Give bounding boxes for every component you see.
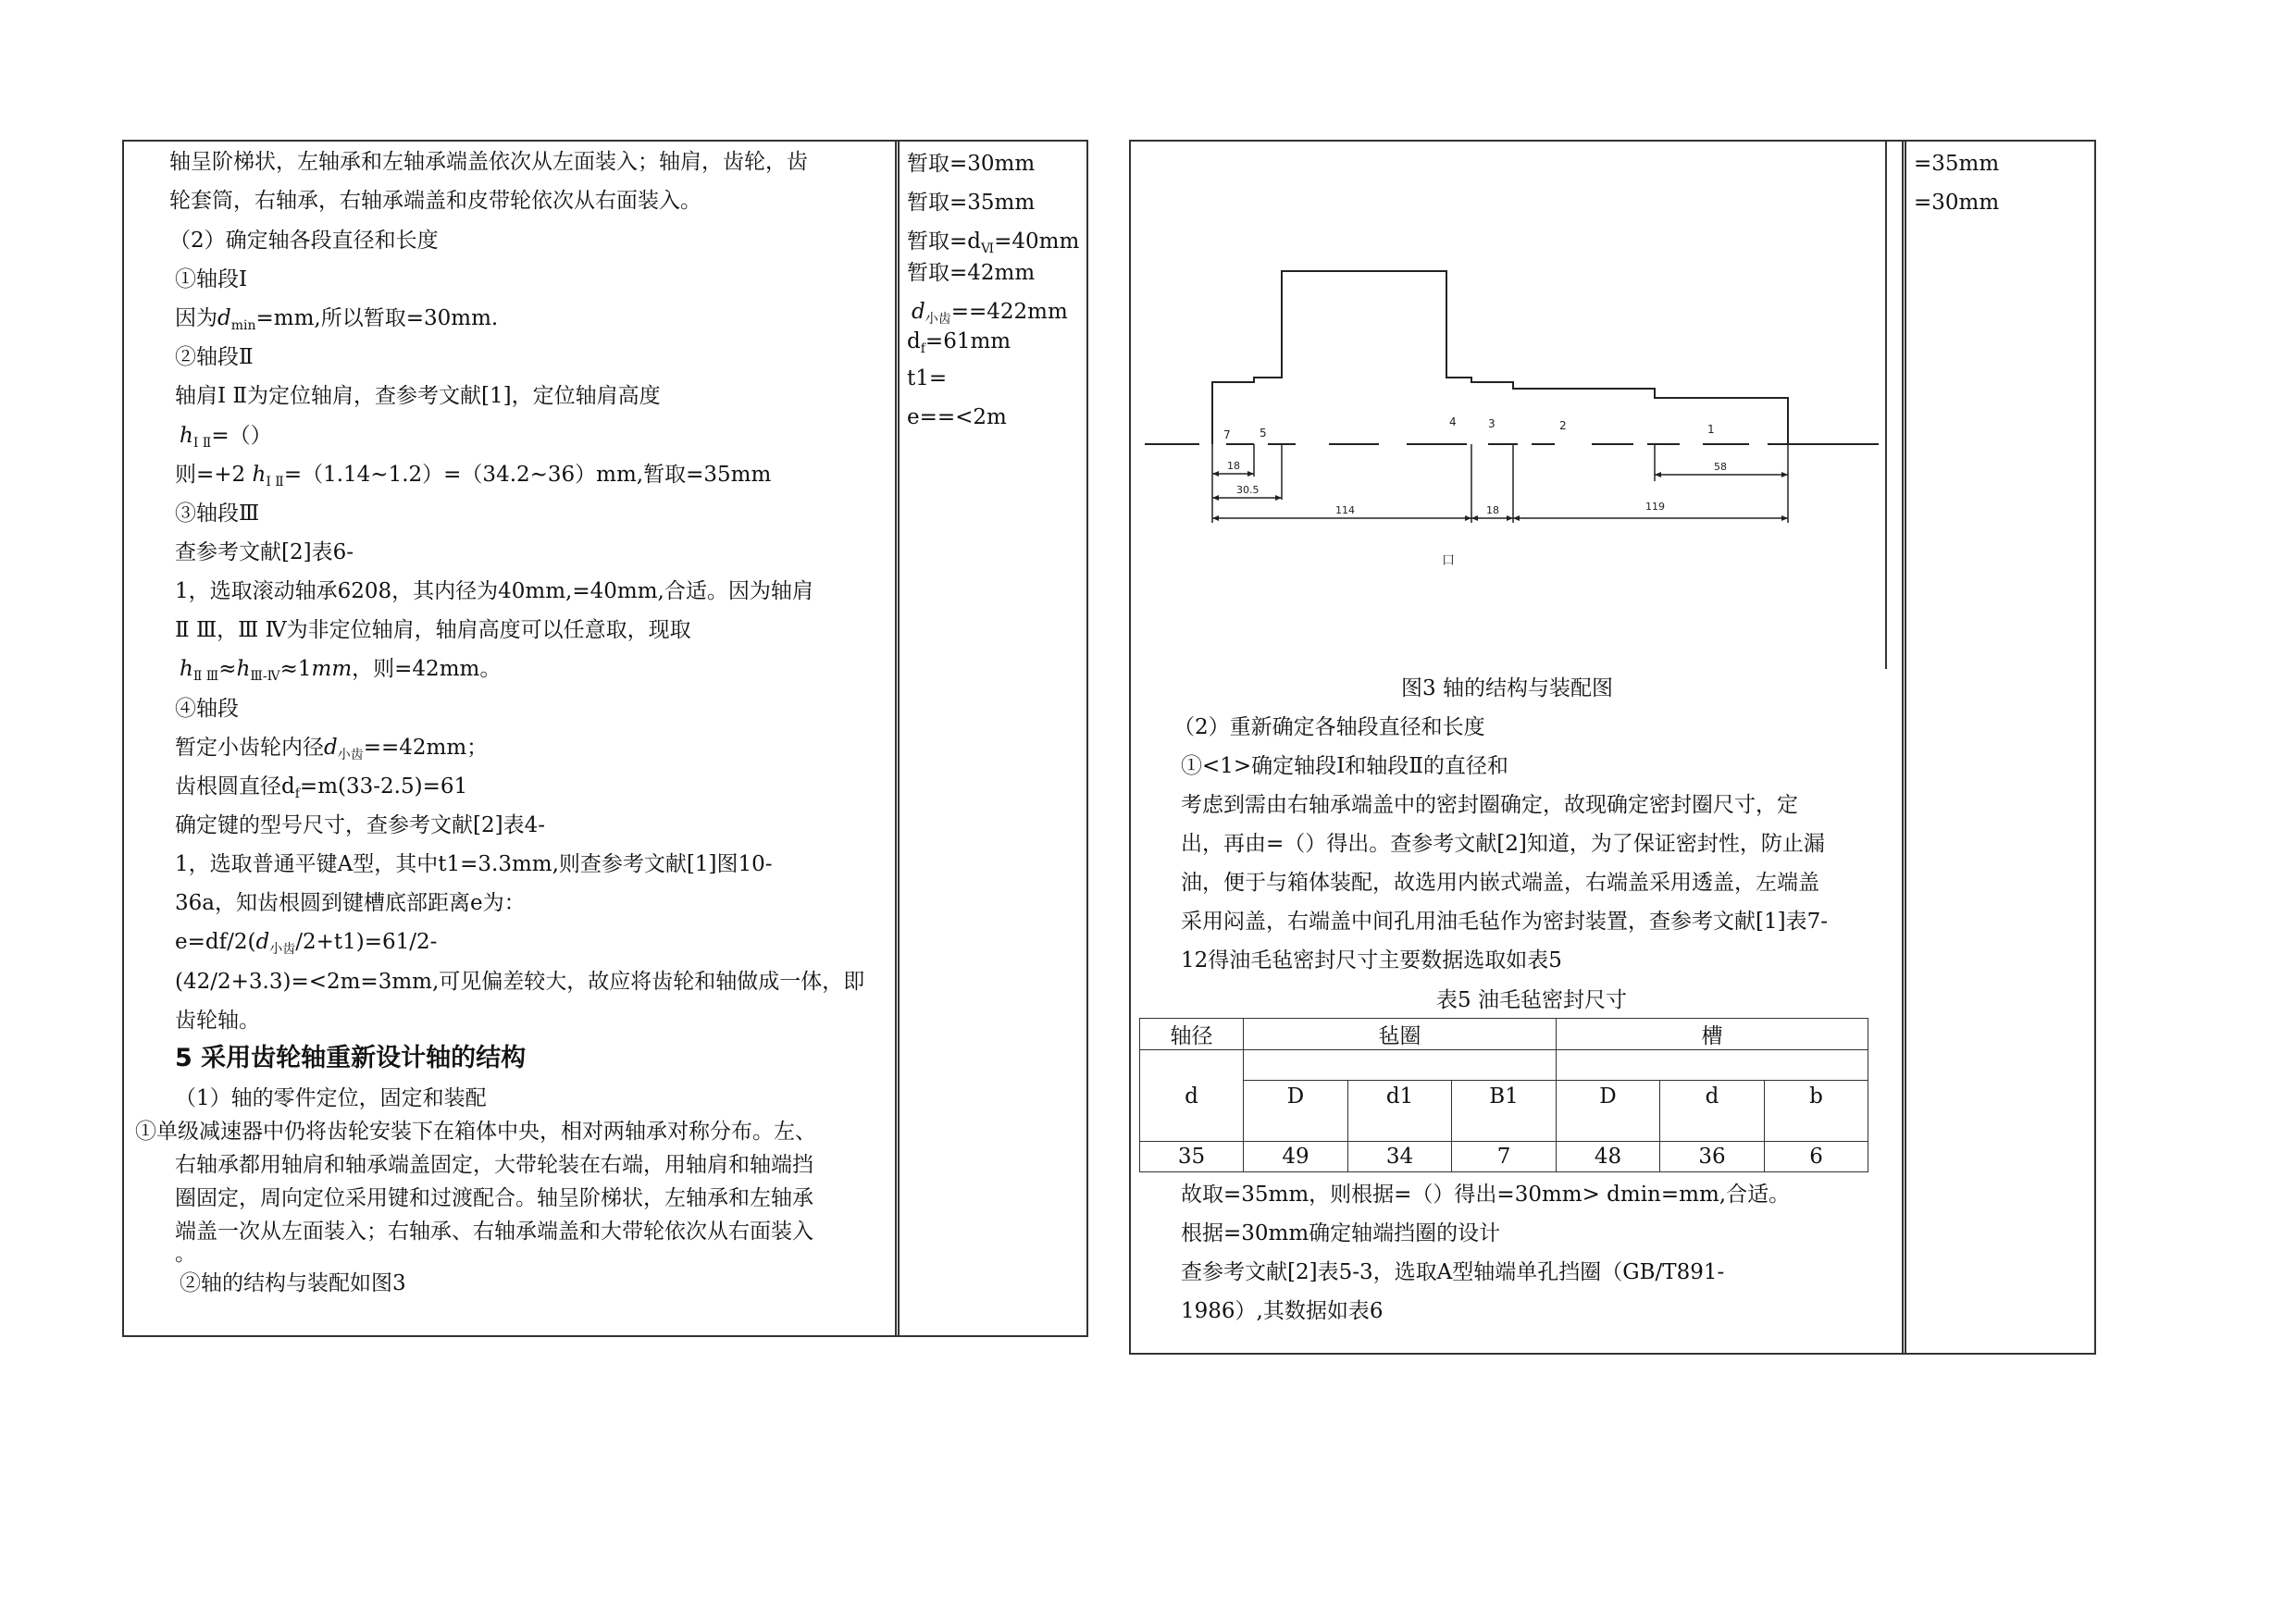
dimension-values	[1227, 460, 1727, 516]
dimension-lines	[1212, 474, 1788, 518]
h12-formula: $h_{Ⅰ Ⅱ}=()$	[180, 424, 272, 451]
header-felt-ring: 毡圈	[1244, 1019, 1557, 1050]
right-column-divider-2	[1905, 142, 1906, 1353]
dmin-line: 因为$d_{min}=mm$,所以暂取=30mm.	[175, 306, 499, 333]
text-line: 端盖一次从左面装入；右轴承、右轴承端盖和大带轮依次从右面装入	[175, 1220, 813, 1244]
table-spacer-row	[1140, 1050, 1868, 1081]
table-value-row	[1140, 1142, 1868, 1172]
text-line: （2）重新确定各轴段直径和长度	[1173, 715, 1485, 739]
text-line: 查参考文献[2]表6-	[175, 540, 354, 564]
side-note: =30mm	[1914, 191, 2000, 215]
edf-line: $e=df/2(d_{小齿}/2+t1)=61/2-$	[175, 930, 438, 957]
text-line: 36a，知齿根圆到键槽底部距离e为：	[175, 891, 526, 915]
side-note: =35mm	[1914, 152, 2000, 176]
text-line: ①单级减速器中仍将齿轮安装下在箱体中央，相对两轴承对称分布。左、	[135, 1120, 816, 1144]
segment-label-1: 1	[1707, 423, 1715, 436]
text-line: 故取=35mm，则根据=（）得出=30mm> dmin=mm,合适。	[1181, 1183, 1791, 1207]
dimension-arrows	[1212, 471, 1788, 521]
text-line: 查参考文献[2]表5-3，选取A型轴端单孔挡圈（GB/T891-	[1181, 1260, 1725, 1284]
segment-label-7: 7	[1223, 428, 1231, 441]
side-note: 暂取$=d_Ⅵ=40mm$	[907, 229, 1080, 256]
text-line: ③轴段Ⅲ	[175, 502, 260, 526]
text-line: ②轴的结构与装配如图3	[180, 1271, 406, 1295]
table-cell: 48	[1557, 1142, 1660, 1172]
root-line: 齿根圆直径$d_f=m(33-2.5)=61$	[175, 774, 468, 801]
shaft-assembly-diagram	[1134, 259, 1893, 583]
side-note: e==<2m	[907, 405, 1007, 429]
text-line: (42/2+3.3)=<2m=3mm,可见偏差较大，故应将齿轮和轴做成一体，即	[175, 970, 865, 994]
text-line: 轮套筒，右轴承，右轴承端盖和皮带轮依次从右面装入。	[169, 189, 701, 213]
side-note: $d_f=61mm$	[907, 329, 1011, 356]
dim-30-5: 30.5	[1236, 484, 1260, 496]
table-caption: 表5 油毛毡密封尺寸	[1436, 988, 1627, 1012]
spacer-cell	[1557, 1050, 1868, 1081]
header-shaft-diameter: 轴径	[1140, 1019, 1244, 1050]
text-line: 考虑到需由右轴承端盖中的密封圈确定，故现确定密封圈尺寸，定	[1181, 793, 1798, 817]
segment-label-4: 4	[1449, 415, 1457, 428]
header-groove: 槽	[1557, 1019, 1868, 1050]
table-cell: 49	[1244, 1142, 1348, 1172]
text-line: 轴呈阶梯状，左轴承和左轴承端盖依次从左面装入；轴肩，齿轮，齿	[169, 150, 808, 174]
text-line: （2）确定轴各段直径和长度	[169, 229, 439, 253]
text-line: 圈固定，周向定位采用键和过渡配合。轴呈阶梯状，左轴承和左轴承	[175, 1186, 813, 1210]
text-line: 。	[175, 1242, 196, 1266]
right-column-divider	[1902, 142, 1904, 1353]
segment-label-2: 2	[1559, 419, 1567, 432]
h23-formula: $h_{Ⅱ Ⅲ}\approx h_{Ⅲ-Ⅳ}\approx 1mm$，则=42mm。	[180, 657, 502, 684]
table-cell: d	[1140, 1081, 1244, 1142]
shaft-outline	[1212, 271, 1788, 444]
dim-119: 119	[1645, 501, 1665, 513]
spacer-cell	[1140, 1050, 1244, 1081]
section-heading: 5 采用齿轮轴重新设计轴的结构	[175, 1044, 527, 1072]
pinion-line: 暂定小齿轮内径$d_{小齿}==42mm$；	[175, 736, 489, 762]
left-column-divider	[895, 142, 897, 1335]
diagram-mark: 口	[1442, 553, 1455, 568]
segment-labels	[1223, 415, 1715, 441]
text-line: 采用闷盖，右端盖中间孔用油毛毡作为密封装置，查参考文献[1]表7-	[1181, 910, 1828, 934]
rule-line: 则=+2 $h_{Ⅰ Ⅱ}=(1.14\sim 1.2)=(34.2\sim 36)mm$,暂取=35mm	[175, 463, 772, 489]
text-line: 1，选取滚动轴承6208，其内径为40mm,=40mm,合适。因为轴肩	[175, 579, 813, 603]
felt-seal-table	[1139, 1018, 1868, 1172]
text-line: ②轴段Ⅱ	[175, 345, 254, 369]
spacer-cell	[1244, 1050, 1557, 1081]
dim-58: 58	[1714, 461, 1727, 473]
table-cell: 6	[1765, 1142, 1868, 1172]
text-line: 轴肩Ⅰ Ⅱ为定位轴肩，查参考文献[1]，定位轴肩高度	[175, 384, 661, 408]
table-cell: d	[1660, 1081, 1765, 1142]
text-line: 右轴承都用轴肩和轴承端盖固定，大带轮装在右端，用轴肩和轴端挡	[175, 1153, 813, 1177]
text-line: （1）轴的零件定位，固定和装配	[175, 1086, 487, 1110]
text-line: ④轴段	[175, 697, 239, 721]
table-cell: d1	[1348, 1081, 1452, 1142]
table-cell: b	[1765, 1081, 1868, 1142]
table-cell: 36	[1660, 1142, 1765, 1172]
table-cell: 7	[1452, 1142, 1557, 1172]
table-symbol-row	[1140, 1081, 1868, 1142]
table-cell: 35	[1140, 1142, 1244, 1172]
text-line: 齿轮轴。	[175, 1009, 260, 1033]
text-line: 根据=30mm确定轴端挡圈的设计	[1181, 1221, 1501, 1245]
text-line: 1，选取普通平键A型，其中t1=3.3mm,则查参考文献[1]图10-	[175, 852, 773, 876]
text-line: 出，再由=（）得出。查参考文献[2]知道，为了保证密封性，防止漏	[1181, 832, 1825, 856]
text-line: 12得油毛毡密封尺寸主要数据选取如表5	[1181, 948, 1562, 973]
side-note: t1=	[907, 366, 948, 390]
dim-18: 18	[1227, 460, 1240, 472]
segment-label-3: 3	[1488, 417, 1496, 430]
text-line: Ⅱ Ⅲ，Ⅲ Ⅳ为非定位轴肩，轴肩高度可以任意取，现取	[175, 618, 691, 642]
dim-18b: 18	[1486, 504, 1499, 516]
table-cell: D	[1244, 1081, 1348, 1142]
table-cell: B1	[1452, 1081, 1557, 1142]
segment-label-5: 5	[1260, 427, 1267, 440]
table-header-row	[1140, 1019, 1868, 1050]
table-cell: 34	[1348, 1142, 1452, 1172]
dim-114: 114	[1335, 504, 1355, 516]
table-cell: D	[1557, 1081, 1660, 1142]
side-note: $d_{小齿}==422mm$	[912, 300, 1068, 327]
left-column-divider-2	[898, 142, 900, 1335]
text-line: ①<1>确定轴段Ⅰ和轴段Ⅱ的直径和	[1181, 754, 1508, 778]
text-line: 1986）,其数据如表6	[1181, 1299, 1384, 1323]
side-note: 暂取=35mm	[907, 191, 1036, 215]
text-line: ①轴段Ⅰ	[175, 267, 248, 291]
side-note: 暂取=30mm	[907, 152, 1036, 176]
text-line: 确定键的型号尺寸，查参考文献[2]表4-	[175, 813, 545, 837]
side-note: 暂取=42mm	[907, 261, 1036, 285]
extension-lines	[1212, 444, 1788, 523]
text-line: 油，便于与箱体装配，故选用内嵌式端盖，右端盖采用透盖，左端盖	[1181, 871, 1819, 895]
figure-caption: 图3 轴的结构与装配图	[1401, 676, 1613, 700]
